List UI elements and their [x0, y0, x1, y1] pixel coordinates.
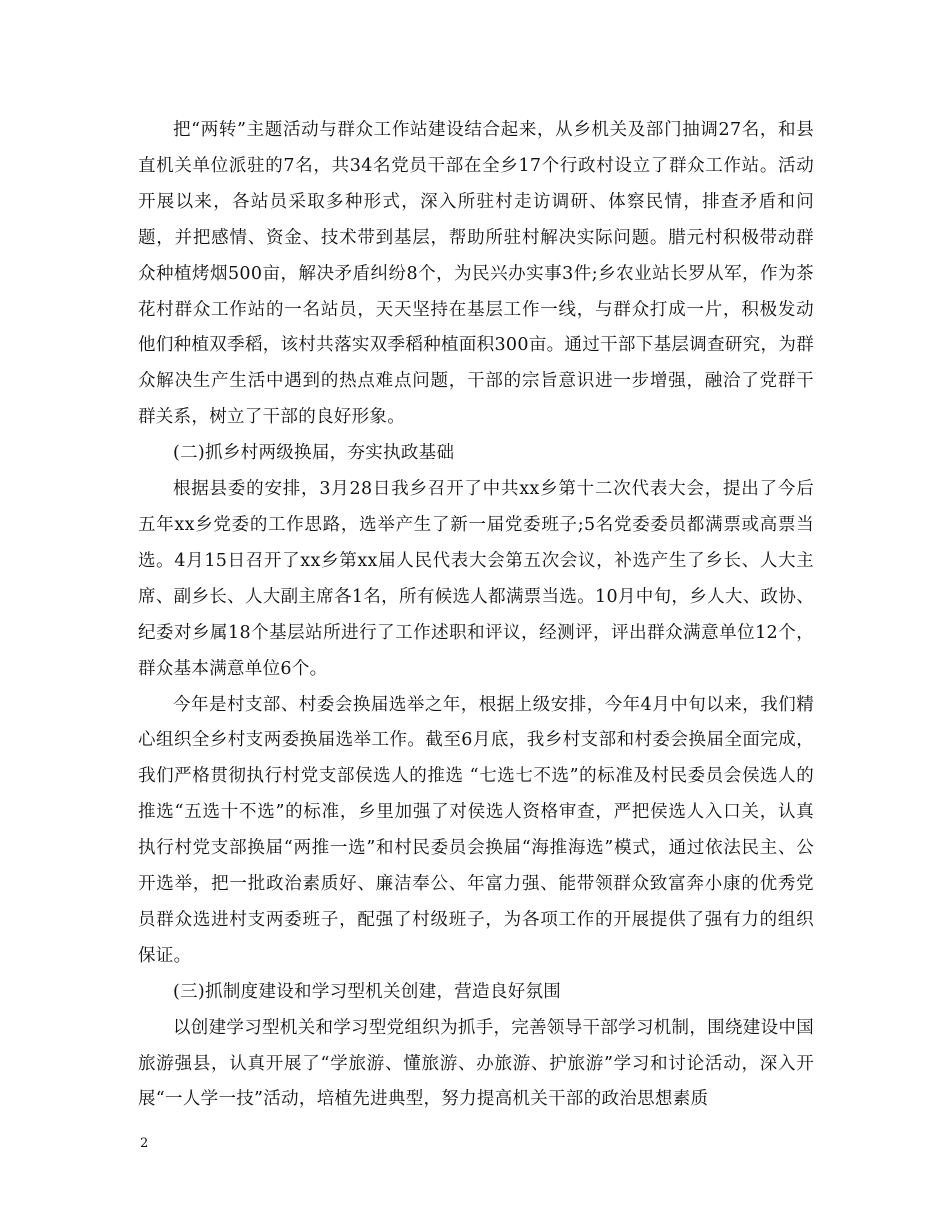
- paragraph: 今年是村支部、村委会换届选举之年，根据上级安排，今年4月中旬以来，我们精心组织全乡村支两委换届选举工作。截至6月底，我乡村支部和村委会换届全面完成，我们严格贯彻执行村党支部侯选人的推选 “七选七不选”的标准及村民委员会侯选人的推选“五选十不选”的标准，乡里加强了对侯选人资格审查，严把侯选人入口关，认真执行村党支部换届“两推一选”和村民委员会换届“海推海选”模式，通过依法民主、公开选举，把一批政治素质好、廉洁奉公、年富力强、能带领群众致富奔小康的优秀党员群众选进村支两委班子，配强了村级班子，为各项工作的开展提供了强有力的组织保证。: [138, 694, 814, 966]
- paragraph: 以创建学习型机关和学习型党组织为抓手，完善领导干部学习机制，围绕建设中国旅游强县，认真开展了“学旅游、懂旅游、办旅游、护旅游”学习和讨论活动，深入开展“一人学一技”活动，培植先进典型，努力提高机关干部的政治思想素质: [138, 1017, 814, 1110]
- section-heading: (三)抓制度建设和学习型机关创建，营造良好氛围: [173, 981, 562, 1002]
- document-body: [138, 113, 814, 1118]
- paragraph: 根据县委的安排，3月28日我乡召开了中共xx乡第十二次代表大会，提出了今后五年xx乡党委的工作思路，选举产生了新一届党委班子;5名党委委员都满票或高票当选。4月15日召开了xx乡第xx届人民代表大会第五次会议，补选产生了乡长、人大主席、副乡长、人大副主席各1名，所有候选人都满票当选。10月中旬，乡人大、政协、纪委对乡属18个基层站所进行了工作述职和评议，经测评，评出群众满意单位12个，群众基本满意单位6个。: [138, 479, 814, 679]
- paragraph: 把“两转”主题活动与群众工作站建设结合起来，从乡机关及部门抽调27名，和县直机关单位派驻的7名，共34名党员干部在全乡17个行政村设立了群众工作站。活动开展以来，各站员采取多种形式，深入所驻村走访调研、体察民情，排查矛盾和问题，并把感情、资金、技术带到基层，帮助所驻村解决实际问题。腊元村积极带动群众种植烤烟500亩，解决矛盾纠纷8个，为民兴办实事3件;乡农业站长罗从军，作为茶花村群众工作站的一名站员，天天坚持在基层工作一线，与群众打成一片，积极发动他们种植双季稻，该村共落实双季稻种植面积300亩。通过干部下基层调查研究，为群众解决生产生活中遇到的热点难点问题，干部的宗旨意识进一步增强，融洽了党群干群关系，树立了干部的良好形象。: [138, 120, 814, 428]
- page-number: 2: [140, 1136, 149, 1151]
- section-heading: (二)抓乡村两级换届，夯实执政基础: [173, 443, 455, 464]
